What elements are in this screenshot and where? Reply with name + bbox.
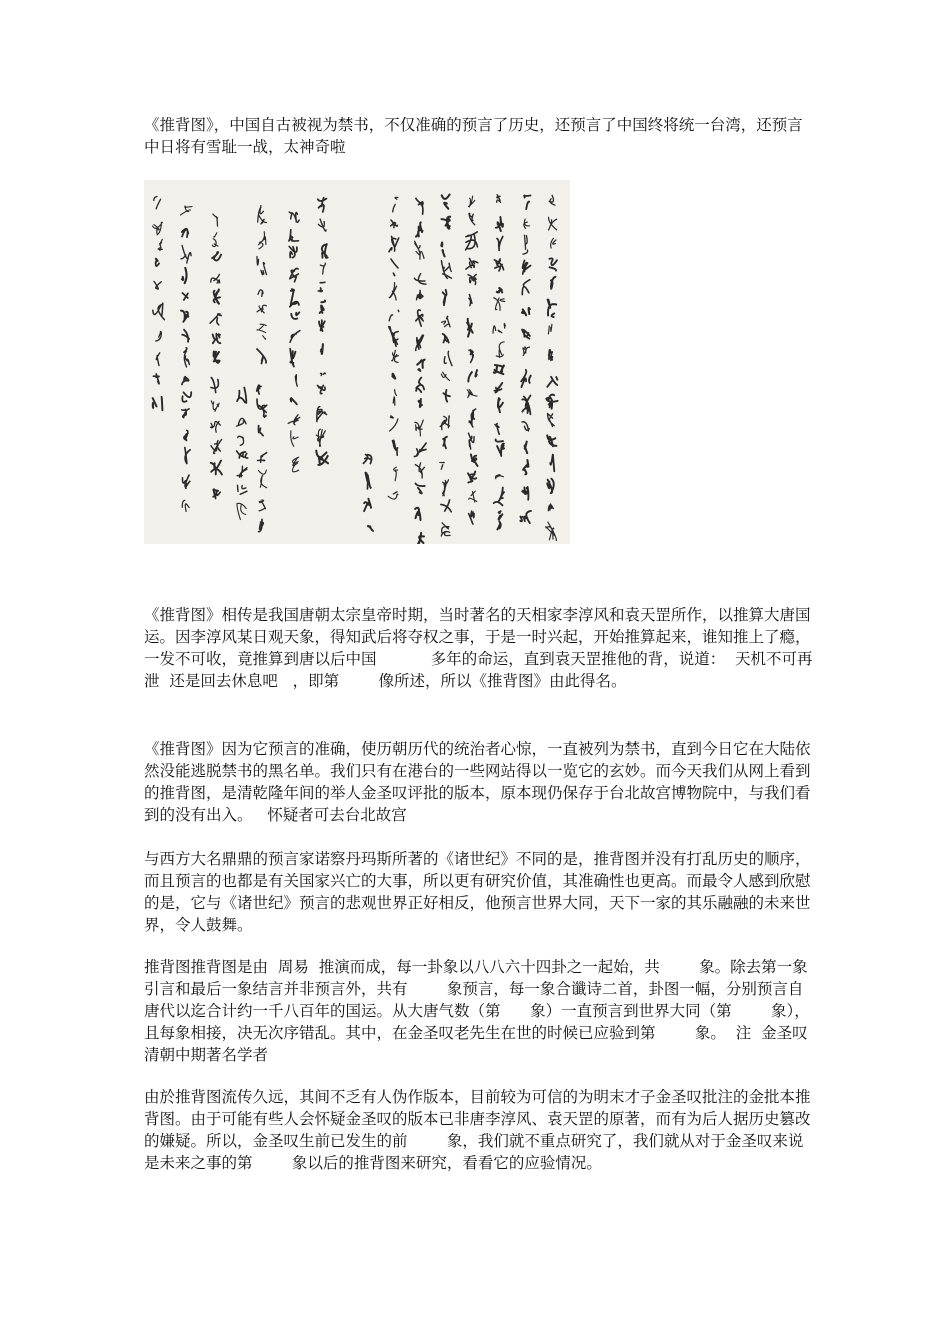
intro-paragraph: 《推背图》，中国自古被视为禁书，不仅准确的预言了历史，还预言了中国终将统一台湾，还预言中日将有雪耻一战，太神奇啦 [144, 116, 803, 156]
paragraph-structure: 推背图推背图是由 周易 推演而成，每一卦象以八八六十四卦之一起始，共 象。除去第一象引言和最后一象结言并非预言外，共有 象预言，每一象合谶诗二首，卦图一幅，分别预言自唐代以迄合计约一千八百年的国运。从大唐气数（第 象）一直预言到世界大同（第 象），且每象相接，决无次序错乱。其中，在金圣叹老先生在世的时候已应验到第 象。 注 金圣叹 清朝中期著名学者 [144, 958, 823, 1064]
paragraph-banned: 《推背图》因为它预言的准确，使历朝历代的统治者心惊，一直被列为禁书，直到今日它在大陆依然没能逃脱禁书的黑名单。我们只有在港台的一些网站得以一览它的玄妙。而今天我们从网上看到的推背图，是清乾隆年间的举人金圣叹评批的版本，原本现仍保存于台北故宫博物院中，与我们看到的没有出入。 怀疑者可去台北故宫 [144, 740, 811, 824]
manuscript-image [144, 180, 570, 544]
paragraph-versions: 由於推背图流传久远，其间不乏有人伪作版本，目前较为可信的为明末才子金圣叹批注的金批本推背图。由于可能有些人会怀疑金圣叹的版本已非唐李淳风、袁天罡的原著，而有为后人据历史篡改的嫌疑。所以，金圣叹生前已发生的前 象，我们就不重点研究了，我们就从对于金圣叹来说是未来之事的第 象以后的推背图来研究，看看它的应验情况。 [144, 1088, 811, 1172]
paragraph-origin: 《推背图》相传是我国唐朝太宗皇帝时期，当时著名的天相家李淳风和袁天罡所作，以推算大唐国运。因李淳风某日观天象，得知武后将夺权之事，于是一时兴起，开始推算起来，谁知推上了瘾，一发不可收，竟推算到唐以后中国 多年的命运，直到袁天罡推他的背，说道： 天机不可再泄 还是回去休息吧 ，即第 像所述，所以《推背图》由此得名。 [144, 606, 813, 690]
manuscript-glyph [549, 350, 553, 360]
paragraph-comparison: 与西方大名鼎鼎的预言家诺察丹玛斯所著的《诸世纪》不同的是，推背图并没有打乱历史的顺序，而且预言的也都是有关国家兴亡的大事，所以更有研究价值，其准确性也更高。而最令人感到欣慰的是，它与《诸世纪》预言的悲观世界正好相反，他预言世界大同，天下一家的其乐融融的未来世界，令人鼓舞。 [144, 850, 811, 934]
manuscript-handwriting [144, 180, 570, 544]
